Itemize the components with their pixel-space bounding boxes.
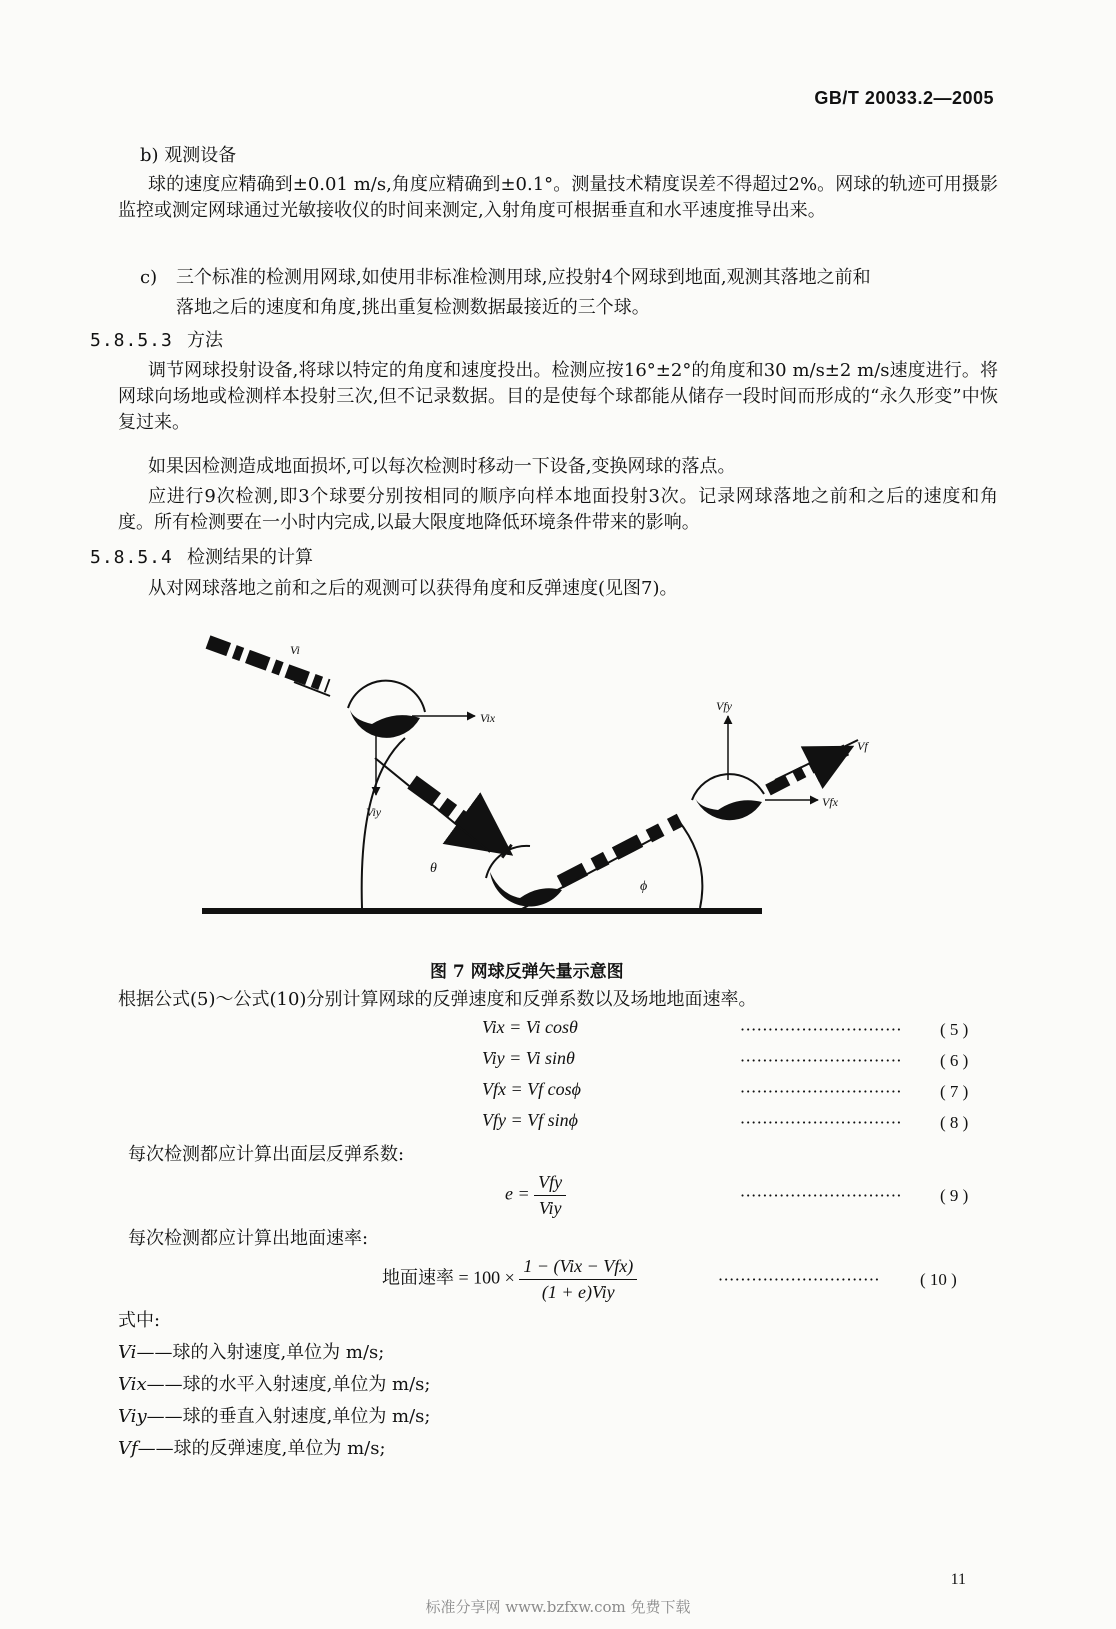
section-c-label: c): [140, 267, 158, 288]
tennis-ball-rebound-diagram: [190, 620, 868, 940]
dot-leader-8: ·····························: [740, 1113, 902, 1132]
coefficient-intro: 每次检测都应计算出面层反弹系数:: [128, 1144, 405, 1165]
dot-leader-7: ·····························: [740, 1082, 902, 1101]
equation-10: [382, 1256, 637, 1303]
method-paragraph-2: 如果因检测造成地面损坏,可以每次检测时移动一下设备,变换网球的落点。: [148, 456, 736, 477]
outgoing-trajectory-lower: [560, 820, 680, 882]
page-number: 11: [950, 1571, 966, 1588]
theta-arc: [362, 738, 405, 908]
legend-text: ——球的入射速度,单位为 m/s;: [136, 1342, 385, 1363]
legend-item: [118, 1372, 430, 1398]
equation-10-numerator: 1 − (Vix − Vfx): [519, 1256, 637, 1280]
equation-7: Vfx = Vf cosϕ: [482, 1079, 581, 1099]
equation-10-fraction: [519, 1256, 637, 1303]
equation-10-number: ( 10 ): [920, 1270, 957, 1289]
dot-leader-10: ·····························: [718, 1270, 880, 1289]
formula-intro: 根据公式(5)～公式(10)分别计算网球的反弹速度和反弹系数以及场地地面速率。: [118, 989, 757, 1010]
method-paragraph-3: 应进行9次检测,即3个球要分别按相同的顺序向样本地面投射3次。记录网球落地之前和之后的速度和角度。所有检测要在一小时内完成,以最大限度地降低环境条件带来的影响。: [118, 486, 998, 533]
legend-item: [118, 1436, 386, 1462]
section-5854-number: 5.8.5.4: [90, 547, 173, 568]
equation-9-number: ( 9 ): [940, 1186, 969, 1205]
equation-8-number: ( 8 ): [940, 1113, 969, 1132]
legend-text: ——球的反弹速度,单位为 m/s;: [137, 1438, 386, 1459]
legend-symbol: Vf: [118, 1438, 138, 1459]
label-vf: Vf: [857, 739, 868, 753]
label-vix: Vix: [480, 711, 496, 725]
phi-arc: [678, 820, 702, 908]
figure-caption: 图 7 网球反弹矢量示意图: [430, 962, 624, 982]
impact-ball: [490, 872, 562, 907]
section-5854-title: 检测结果的计算: [187, 547, 313, 568]
incoming-trajectory-lower: [412, 782, 508, 852]
equation-10-denominator: (1 + e)Viy: [541, 1282, 615, 1302]
equation-9-fraction: [534, 1172, 566, 1219]
legend-text: ——球的水平入射速度,单位为 m/s;: [146, 1374, 431, 1395]
legend-symbol: Vix: [118, 1374, 147, 1395]
equation-9: [505, 1172, 566, 1219]
equation-6-number: ( 6 ): [940, 1051, 969, 1070]
label-vfx: Vfx: [822, 795, 838, 809]
watermark-footer: 标准分享网 www.bzfxw.com 免费下载: [425, 1598, 691, 1616]
label-phi: ϕ: [640, 879, 648, 894]
method-paragraph-1: 调节网球投射设备,将球以特定的角度和速度投出。检测应按16°±2°的角度和30 m/s±2 m/s速度进行。将网球向场地或检测样本投射三次,但不记录数据。目的是使每个球都能从储存一段时间而形成的“永久形变”中恢复过来。: [118, 360, 998, 433]
equation-5: Vix = Vi cosθ: [482, 1017, 578, 1037]
label-theta: θ: [430, 861, 437, 876]
equation-9-denominator: Viy: [538, 1198, 562, 1218]
label-vfy: Vfy: [716, 699, 732, 713]
section-b-title: b) 观测设备: [140, 145, 237, 166]
equation-9-numerator: Vfy: [534, 1172, 566, 1196]
legend-text: ——球的垂直入射速度,单位为 m/s;: [146, 1406, 431, 1427]
outgoing-trajectory-upper: [768, 748, 850, 790]
section-c-line2: 落地之后的速度和角度,挑出重复检测数据最接近的三个球。: [176, 297, 650, 318]
section-b-body: 球的速度应精确到±0.01 m/s,角度应精确到±0.1°。测量技术精度误差不得超过2%。网球的轨迹可用摄影监控或测定网球通过光敏接收仪的时间来测定,入射角度可根据垂直和水平速度推导出来。: [118, 174, 998, 221]
equation-6: Viy = Vi sinθ: [482, 1048, 575, 1068]
equation-5-number: ( 5 ): [940, 1020, 969, 1039]
dot-leader-9: ·····························: [740, 1186, 902, 1205]
surface-speed-intro: 每次检测都应计算出地面速率:: [128, 1228, 369, 1249]
equation-7-number: ( 7 ): [940, 1082, 969, 1101]
section-c-line1: 三个标准的检测用网球,如使用非标准检测用球,应投射4个网球到地面,观测其落地之前和: [176, 267, 871, 288]
legend-item: [118, 1340, 384, 1366]
equation-10-lhs: 地面速率 = 100 ×: [382, 1267, 515, 1288]
ground-line: [202, 908, 762, 914]
legend-symbol: Viy: [118, 1406, 147, 1427]
legend-symbol: Vi: [118, 1342, 137, 1363]
section-5853-title: 方法: [187, 330, 223, 351]
incoming-ball: [350, 710, 420, 738]
legend-item: [118, 1404, 431, 1430]
dot-leader-6: ·····························: [740, 1051, 902, 1070]
label-viy: Viy: [366, 805, 382, 819]
calc-intro: 从对网球落地之前和之后的观测可以获得角度和反弹速度(见图7)。: [148, 578, 678, 599]
standard-number: GB/T 20033.2—2005: [814, 88, 994, 108]
equation-8: Vfy = Vf sinϕ: [482, 1110, 578, 1130]
rebound-ball: [695, 798, 762, 820]
dot-leader-5: ·····························: [740, 1020, 902, 1039]
incoming-trajectory-upper: [208, 642, 328, 686]
label-vi: Vi: [290, 643, 300, 657]
equation-9-lhs: e =: [505, 1183, 530, 1204]
section-5853-number: 5.8.5.3: [90, 330, 173, 351]
legend-title: 式中:: [118, 1310, 161, 1331]
